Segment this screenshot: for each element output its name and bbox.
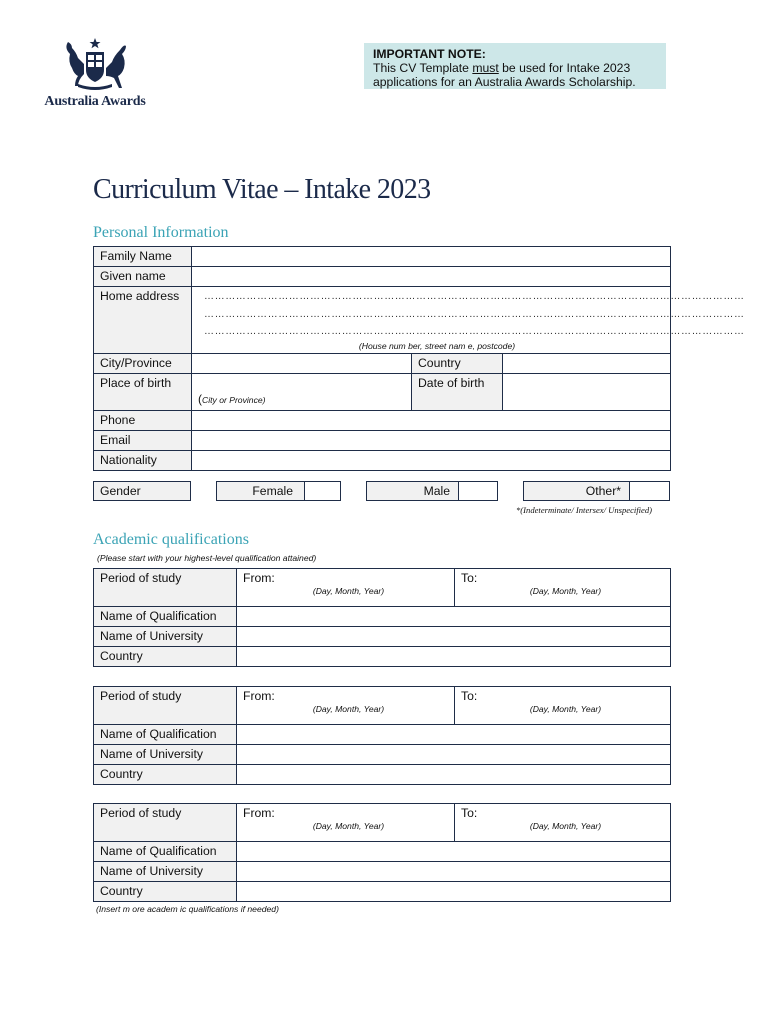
place-of-birth-field[interactable] (192, 374, 412, 411)
academic-hint: (Please start with your highest-level qualification attained) (97, 553, 317, 563)
other-checkbox[interactable] (629, 481, 670, 501)
university-field[interactable] (237, 862, 671, 882)
academic-table-3 (93, 803, 671, 902)
note-text: be used for Intake 2023 (498, 61, 631, 75)
family-name-field[interactable] (192, 247, 671, 267)
academic-table-1 (93, 568, 671, 667)
address-line-2: ……………………………………………………………………………………………………………………………………… (204, 308, 745, 320)
label-from: From: (243, 571, 275, 585)
label-home-address: Home address (94, 287, 192, 354)
university-field[interactable] (237, 745, 671, 765)
important-note (364, 43, 666, 89)
label-country: Country (94, 765, 237, 785)
date-hint: (Day, Month, Year) (312, 821, 385, 831)
address-line-1: ……………………………………………………………………………………………………………………………………… (204, 291, 745, 302)
label-to: To: (461, 689, 478, 703)
academic-footer-note: (Insert m ore academ ic qualifications if needed) (96, 904, 279, 914)
personal-info-table (93, 246, 745, 471)
qualification-field[interactable] (237, 842, 671, 862)
address-line-3: ……………………………………………………………………………………………………………………………………… (204, 326, 745, 337)
date-hint: (Day, Month, Year) (529, 821, 602, 831)
country-field[interactable] (237, 647, 671, 667)
label-country: Country (412, 354, 503, 374)
date-hint: (Day, Month, Year) (529, 586, 602, 596)
address-hint: (House num ber, street nam e, postcode) (358, 340, 516, 351)
note-text: This CV Template (373, 61, 473, 75)
phone-field[interactable] (192, 411, 671, 431)
label-period: Period of study (94, 687, 237, 725)
female-checkbox[interactable] (304, 481, 341, 501)
country-field[interactable] (503, 354, 671, 374)
date-hint: (Day, Month, Year) (529, 704, 602, 714)
country-field[interactable] (237, 882, 671, 902)
given-name-field[interactable] (192, 267, 671, 287)
section-title-academic: Academic qualifications (93, 531, 249, 548)
label-from: From: (243, 689, 275, 703)
label-other: Other* (523, 481, 630, 501)
label-university: Name of University (94, 745, 237, 765)
label-country: Country (94, 882, 237, 902)
label-to: To: (461, 571, 478, 585)
label-period: Period of study (94, 569, 237, 607)
label-qualification: Name of Qualification (94, 725, 237, 745)
section-title-personal: Personal Information (93, 224, 229, 241)
label-phone: Phone (94, 411, 192, 431)
label-qualification: Name of Qualification (94, 842, 237, 862)
label-date-of-birth: Date of birth (412, 374, 503, 411)
qualification-field[interactable] (237, 725, 671, 745)
label-university: Name of University (94, 862, 237, 882)
label-country: Country (94, 647, 237, 667)
note-line-2: applications for an Australia Awards Scholarship. (373, 75, 636, 89)
coat-of-arms-icon (56, 36, 134, 92)
label-university: Name of University (94, 627, 237, 647)
place-hint: City or Province) (202, 395, 266, 405)
city-field[interactable] (192, 354, 412, 374)
date-hint: (Day, Month, Year) (312, 704, 385, 714)
page-title: Curriculum Vitae – Intake 2023 (93, 174, 431, 205)
to-field[interactable] (455, 687, 671, 725)
to-field[interactable] (455, 569, 671, 607)
label-female: Female (216, 481, 305, 501)
label-nationality: Nationality (94, 451, 192, 471)
label-city: City/Province (94, 354, 192, 374)
label-family-name: Family Name (94, 247, 192, 267)
from-field[interactable] (237, 687, 455, 725)
date-hint: (Day, Month, Year) (312, 586, 385, 596)
place-hint-paren: ( (198, 392, 202, 406)
male-checkbox[interactable] (458, 481, 498, 501)
note-emphasis: must (472, 61, 499, 75)
country-field[interactable] (237, 765, 671, 785)
gender-other-note: *(Indeterminate/ Intersex/ Unspecified) (516, 505, 653, 515)
logo-text: Australia Awards (44, 94, 146, 109)
label-gender: Gender (93, 481, 191, 501)
from-field[interactable] (237, 569, 455, 607)
to-field[interactable] (455, 804, 671, 842)
label-male: Male (366, 481, 459, 501)
academic-table-2 (93, 686, 671, 785)
label-to: To: (461, 806, 478, 820)
qualification-field[interactable] (237, 607, 671, 627)
note-line-1 (373, 61, 666, 75)
label-given-name: Given name (94, 267, 192, 287)
email-field[interactable] (192, 431, 671, 451)
label-period: Period of study (94, 804, 237, 842)
home-address-field[interactable] (192, 287, 745, 354)
nationality-field[interactable] (192, 451, 671, 471)
note-heading: IMPORTANT NOTE: (373, 47, 486, 61)
from-field[interactable] (237, 804, 455, 842)
australia-awards-logo (40, 36, 150, 110)
label-from: From: (243, 806, 275, 820)
date-of-birth-field[interactable] (503, 374, 671, 411)
label-qualification: Name of Qualification (94, 607, 237, 627)
university-field[interactable] (237, 627, 671, 647)
label-email: Email (94, 431, 192, 451)
label-place-of-birth: Place of birth (94, 374, 192, 411)
